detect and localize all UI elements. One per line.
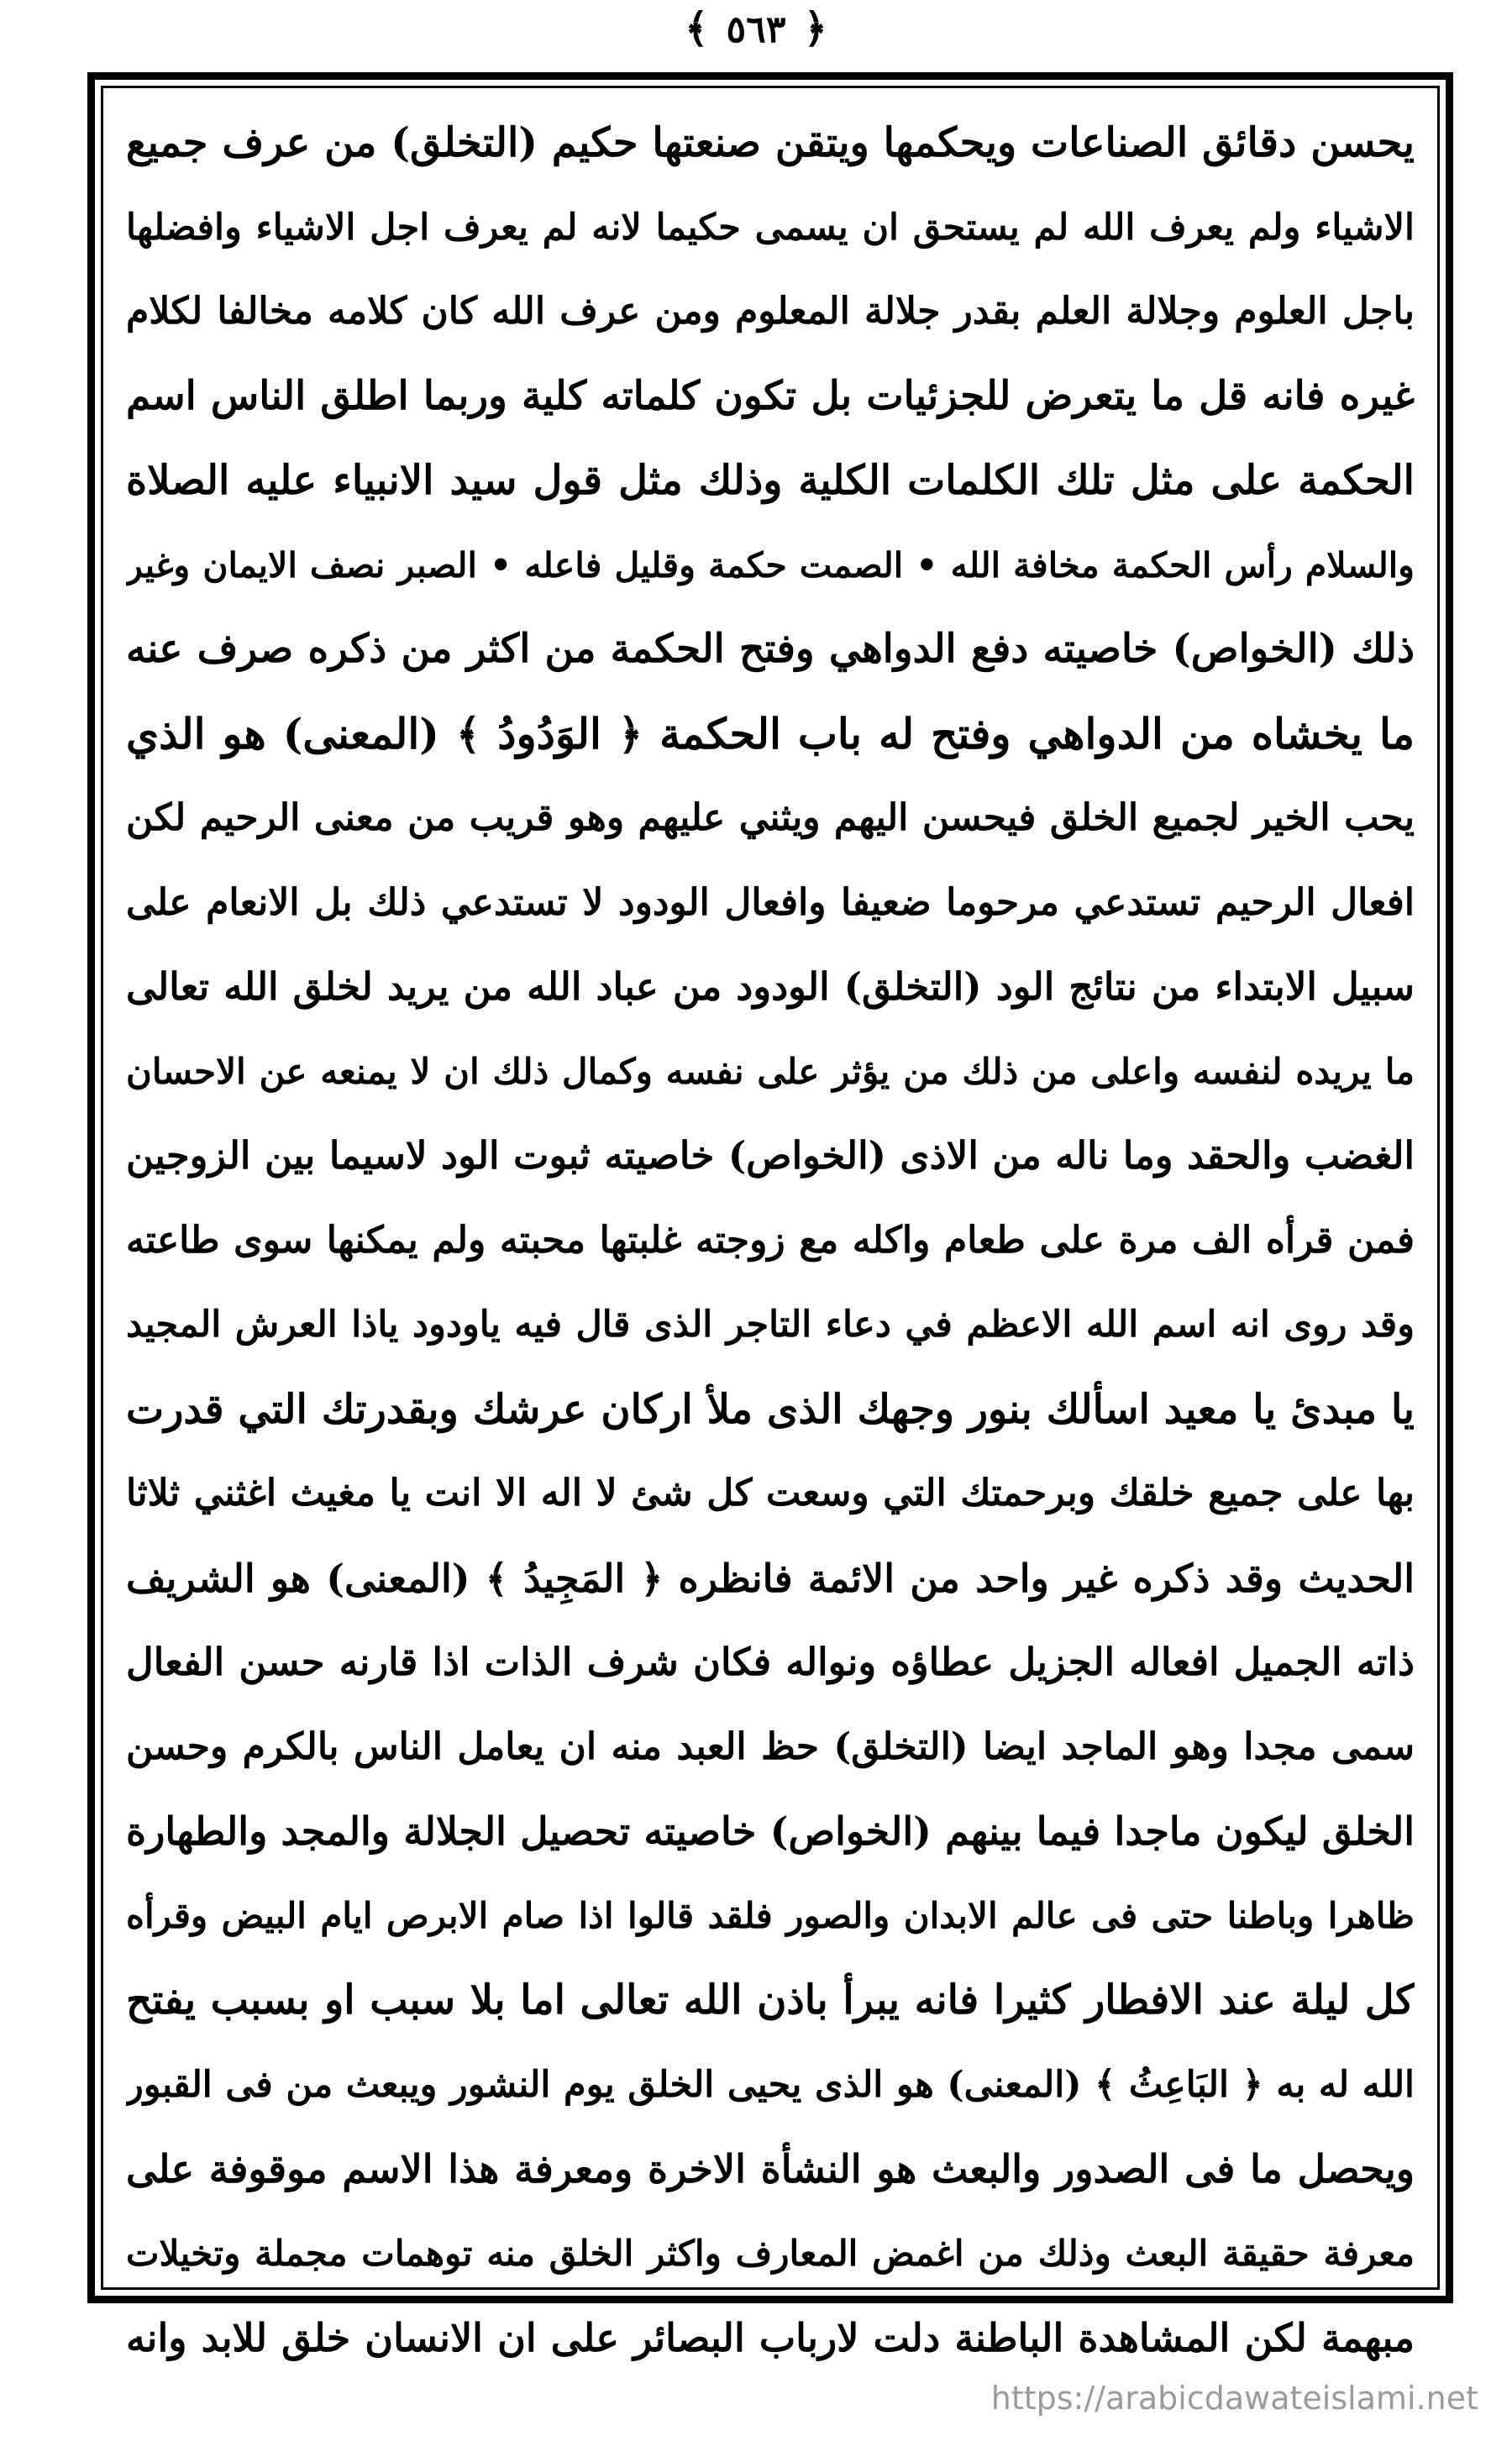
- text-line: ما يريده لنفسه واعلى من ذلك من يؤثر على نفسه وكمال ذلك ان لا يمنعه عن الاحسان: [126, 1050, 1415, 1092]
- page-number: [0, 5, 1512, 52]
- text-line: فمن قرأه الف مرة على طعام واكله مع زوجته غلبتها محبته ولم يمكنها سوى طاعته: [126, 1218, 1415, 1262]
- text-line: ويحصل ما فى الصدور والبعث هو النشأة الاخرة ومعرفة هذا الاسم موقوفة على: [126, 2146, 1415, 2192]
- text-line: سبيل الابتداء من نتائج الود (التخلق) الودود من عباد الله من يريد لخلق الله تعالى: [126, 964, 1415, 1009]
- text-line: الخلق ليكون ماجدا فيما بينهم (الخواص) خاصيته تحصيل الجلالة والمجد والطهارة: [126, 1809, 1415, 1854]
- text-line: ذلك (الخواص) خاصيته دفع الدواهي وفتح الحكمة من اكثر من ذكره صرف عنه: [126, 626, 1415, 672]
- text-line: يا مبدئ يا معيد اسألك بنور وجهك الذى ملأ اركان عرشك وبقدرتك التي قدرت: [126, 1385, 1415, 1433]
- text-line: والسلام رأس الحكمة مخافة الله • الصمت حكمة وقليل فاعله • الصبر نصف الايمان وغير: [126, 544, 1415, 585]
- text-line: بها على جميع خلقك وبرحمتك التي وسعت كل شئ لا اله الا انت يا مغيث اغثني ثلاثا: [126, 1472, 1415, 1515]
- text-line: افعال الرحيم تستدعي مرحوما ضعيفا وافعال الودود لا تستدعي ذلك بل الانعام على: [126, 880, 1415, 924]
- ornament-left: ﴾: [685, 5, 709, 52]
- text-line: معرفة حقيقة البعث وذلك من اغمض المعارف واكثر الخلق منه توهمات مجملة وتخيلات: [126, 2232, 1415, 2274]
- ornament-right: ﴿: [803, 5, 827, 52]
- text-line: يحسن دقائق الصناعات ويحكمها ويتقن صنعتها حكيم (التخلق) من عرف جميع: [126, 119, 1415, 166]
- text-line: الاشياء ولم يعرف الله لم يستحق ان يسمى حكيما لانه لم يعرف اجل الاشياء وافضلها: [126, 206, 1415, 249]
- text-line: سمى مجدا وهو الماجد ايضا (التخلق) حظ العبد منه ان يعامل الناس بالكرم وحسن: [126, 1725, 1415, 1768]
- text-line: الحكمة على مثل تلك الكلمات الكلية وذلك مثل قول سيد الانبياء عليه الصلاة: [126, 457, 1415, 504]
- text-line: باجل العلوم وجلالة العلم بقدر جلالة المعلوم ومن عرف الله كان كلامه مخالفا لكلام: [126, 290, 1415, 333]
- text-line: مبهمة لكن المشاهدة الباطنة دلت لارباب البصائر على ان الانسان خلق للابد وانه: [126, 2315, 1415, 2360]
- text-line: ما يخشاه من الدواهي وفتح له باب الحكمة ﴿ الوَدُودُ ﴾ (المعنى) هو الذي: [126, 708, 1415, 759]
- text-line: ظاهرا وباطنا حتى فى عالم الابدان والصور فلقد قالوا اذا صام الابرص ايام البيض وقرأه: [126, 1894, 1415, 1936]
- watermark: https://arabicdawateislami.net: [990, 2380, 1478, 2417]
- text-line: الله له به ﴿ البَاعِثُ ﴾ (المعنى) هو الذى يحيى الخلق يوم النشور ويبعث من فى القبور: [126, 2063, 1415, 2106]
- page-number-value: ٥٦٣: [726, 8, 786, 51]
- text-line: وقد روى انه اسم الله الاعظم في دعاء التاجر الذى قال فيه ياودود ياذا العرش المجيد: [126, 1304, 1415, 1346]
- text-line: غيره فانه قل ما يتعرض للجزئيات بل تكون كلماته كلية وربما اطلق الناس اسم: [126, 372, 1415, 419]
- text-line: كل ليلة عند الافطار كثيرا فانه يبرأ باذن الله تعالى اما بلا سبب او بسبب يفتح: [126, 1977, 1415, 2024]
- text-line: يحب الخير لجميع الخلق فيحسن اليهم ويثني عليهم وهو قريب من معنى الرحيم لكن: [126, 796, 1415, 839]
- text-line: ذاته الجميل افعاله الجزيل عطاؤه ونواله فكان شرف الذات اذا قارنه حسن الفعال: [126, 1640, 1415, 1684]
- text-line: الغضب والحقد وما ناله من الاذى (الخواص) خاصيته ثبوت الود لاسيما بين الزوجين: [126, 1133, 1415, 1178]
- text-line: الحديث وقد ذكره غير واحد من الائمة فانظره ﴿ المَجِيدُ ﴾ (المعنى) هو الشريف: [126, 1555, 1415, 1601]
- body-text: [126, 101, 1415, 2360]
